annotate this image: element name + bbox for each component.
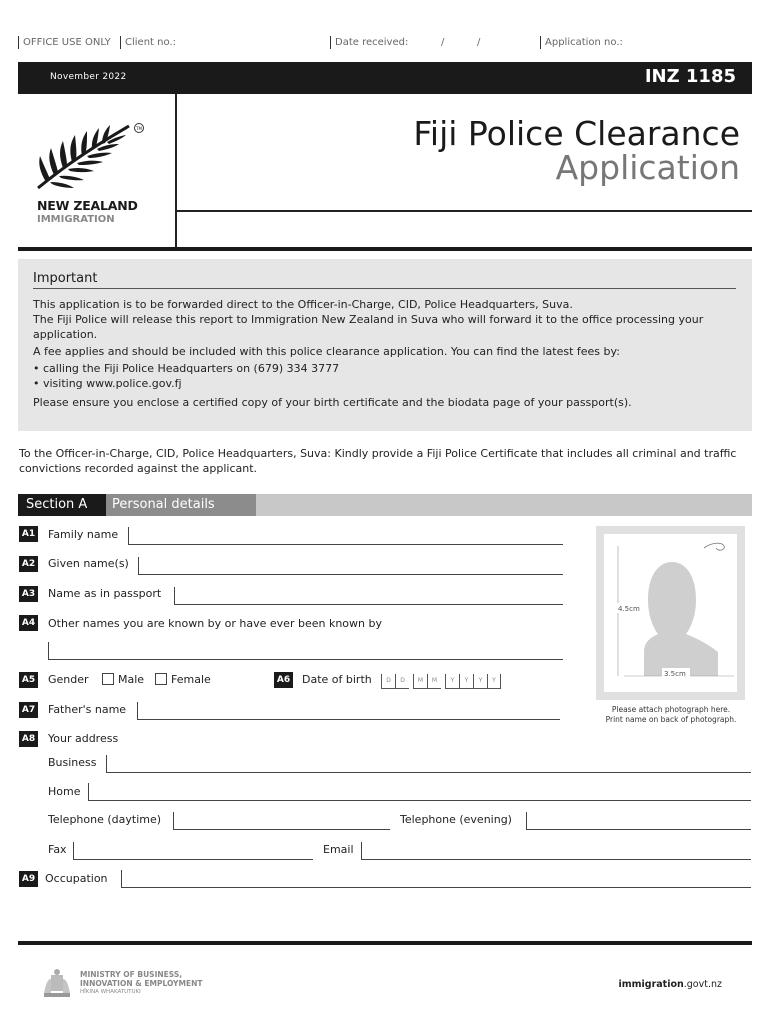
question-number-a2: A2 bbox=[19, 556, 38, 572]
important-para-1: This application is to be forwarded direct to the Officer-in-Charge, CID, Police Headquarters, Suva. bbox=[33, 298, 573, 311]
website-link[interactable] bbox=[618, 979, 722, 990]
photo-note-line-2: Print name on back of photograph. bbox=[605, 715, 737, 724]
important-bullet-1: • calling the Fiji Police Headquarters on (679) 334 3777 bbox=[33, 362, 340, 375]
question-number-a6: A6 bbox=[274, 672, 293, 688]
form-code: INZ 1185 bbox=[644, 66, 736, 87]
important-notice bbox=[18, 259, 752, 431]
nz-immigration-logo bbox=[18, 94, 177, 248]
silver-fern-icon bbox=[34, 120, 134, 192]
title-divider bbox=[177, 210, 752, 212]
given-names-label: Given name(s) bbox=[48, 557, 129, 570]
logo-subtitle: IMMIGRATION bbox=[37, 214, 115, 225]
date-sep-2: / bbox=[477, 37, 481, 48]
website-domain-rest: .govt.nz bbox=[683, 979, 722, 990]
other-names-field[interactable] bbox=[48, 642, 563, 660]
mbie-line-1: MINISTRY OF BUSINESS, bbox=[80, 970, 183, 979]
mbie-logo bbox=[80, 970, 202, 997]
office-use-bar bbox=[18, 36, 752, 50]
client-no-label: Client no.: bbox=[120, 36, 176, 49]
website-domain-bold: immigration bbox=[618, 979, 684, 990]
section-label: Section A bbox=[18, 494, 106, 516]
photo-instructions bbox=[586, 705, 756, 725]
home-address-field[interactable] bbox=[88, 783, 751, 801]
footer-divider bbox=[18, 941, 752, 945]
home-address-label: Home bbox=[48, 785, 81, 798]
telephone-daytime-label: Telephone (daytime) bbox=[48, 813, 162, 826]
date-of-birth-label: Date of birth bbox=[302, 673, 372, 686]
question-number-a4: A4 bbox=[19, 615, 38, 631]
other-names-label: Other names you are known by or have ever been known by bbox=[48, 617, 382, 630]
header-divider bbox=[18, 247, 752, 251]
important-heading: Important bbox=[33, 271, 736, 289]
occupation-label: Occupation bbox=[45, 872, 108, 885]
gender-label: Gender bbox=[48, 673, 89, 686]
photo-height-label: 4.5cm bbox=[618, 605, 640, 613]
telephone-daytime-field[interactable] bbox=[173, 812, 390, 830]
office-use-only-label: OFFICE USE ONLY bbox=[18, 36, 111, 49]
question-number-a8: A8 bbox=[19, 731, 38, 747]
given-names-field[interactable] bbox=[138, 557, 563, 575]
application-no-label: Application no.: bbox=[540, 36, 623, 49]
section-title: Personal details bbox=[106, 494, 256, 516]
logo-name: NEW ZEALAND bbox=[37, 198, 138, 213]
header-banner bbox=[18, 62, 752, 94]
fathers-name-field[interactable] bbox=[137, 702, 560, 720]
mbie-line-3: HĪKINA WHAKATUTUKI bbox=[80, 989, 141, 995]
telephone-evening-label: Telephone (evening) bbox=[400, 813, 512, 826]
silhouette-icon bbox=[604, 534, 737, 692]
question-number-a7: A7 bbox=[19, 702, 38, 718]
gender-female-checkbox[interactable] bbox=[155, 673, 167, 685]
email-field[interactable] bbox=[361, 842, 751, 860]
photo-drop-area[interactable] bbox=[604, 534, 737, 692]
dob-year-3[interactable]: Y bbox=[473, 674, 487, 689]
dob-year-4[interactable]: Y bbox=[487, 674, 501, 689]
section-a-header bbox=[18, 494, 752, 516]
mbie-line-2: INNOVATION & EMPLOYMENT bbox=[80, 979, 203, 988]
dob-month-2[interactable]: M bbox=[427, 674, 441, 689]
fax-label: Fax bbox=[48, 843, 67, 856]
page-subtitle: Application bbox=[555, 148, 740, 187]
photo-width-label: 3.5cm bbox=[664, 670, 686, 678]
family-name-label: Family name bbox=[48, 528, 119, 541]
dob-year-1[interactable]: Y bbox=[445, 674, 459, 689]
important-para-3: A fee applies and should be included with this police clearance application. You can find the latest fees by: bbox=[33, 345, 620, 358]
form-date: November 2022 bbox=[50, 72, 127, 82]
important-para-2: The Fiji Police will release this report to Immigration New Zealand in Suva who will forward it to the office processing your application. bbox=[33, 313, 704, 341]
trademark-mark: TM bbox=[134, 123, 144, 133]
question-number-a3: A3 bbox=[19, 586, 38, 602]
your-address-label: Your address bbox=[48, 732, 119, 745]
telephone-evening-field[interactable] bbox=[526, 812, 751, 830]
passport-name-field[interactable] bbox=[174, 587, 563, 605]
important-para-4: Please ensure you enclose a certified copy of your birth certificate and the biodata page of your passport(s). bbox=[33, 396, 632, 409]
business-address-label: Business bbox=[48, 756, 97, 769]
question-number-a1: A1 bbox=[19, 526, 38, 542]
email-label: Email bbox=[323, 843, 354, 856]
occupation-field[interactable] bbox=[121, 870, 751, 888]
question-number-a9: A9 bbox=[19, 871, 38, 887]
fathers-name-label: Father's name bbox=[48, 703, 127, 716]
passport-name-label: Name as in passport bbox=[48, 587, 162, 600]
question-number-a5: A5 bbox=[19, 672, 38, 688]
photo-note-line-1: Please attach photograph here. bbox=[611, 705, 731, 714]
family-name-field[interactable] bbox=[128, 527, 563, 545]
date-received-label bbox=[330, 36, 481, 49]
gender-female-label: Female bbox=[171, 673, 211, 686]
page-title: Fiji Police Clearance bbox=[413, 114, 740, 153]
business-address-field[interactable] bbox=[106, 755, 751, 773]
dob-day-1[interactable]: D bbox=[381, 674, 395, 689]
photo-frame bbox=[596, 526, 745, 700]
gender-male-label: Male bbox=[118, 673, 145, 686]
fax-field[interactable] bbox=[73, 842, 313, 860]
gender-male-checkbox[interactable] bbox=[102, 673, 114, 685]
coat-of-arms-icon bbox=[40, 967, 74, 1001]
important-bullet-2: • visiting www.police.gov.fj bbox=[33, 377, 182, 390]
dob-day-2[interactable]: D bbox=[395, 674, 409, 689]
date-sep-1: / bbox=[441, 37, 445, 48]
date-received-text: Date received: bbox=[335, 37, 409, 48]
dob-year-2[interactable]: Y bbox=[459, 674, 473, 689]
dob-month-1[interactable]: M bbox=[413, 674, 427, 689]
intro-text: To the Officer-in-Charge, CID, Police Headquarters, Suva: Kindly provide a Fiji Police Certificate that includes all criminal and traffic convictions recorded against the applicant. bbox=[19, 447, 737, 475]
